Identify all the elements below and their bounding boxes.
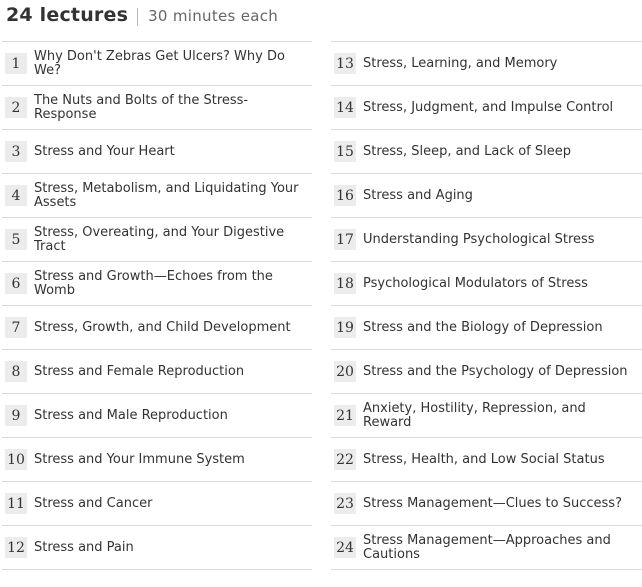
lecture-row[interactable] xyxy=(331,306,642,350)
lecture-title: Stress and Female Reproduction xyxy=(34,363,245,379)
lecture-row[interactable] xyxy=(2,174,312,218)
lecture-number: 23 xyxy=(334,493,356,514)
lecture-list xyxy=(0,41,642,581)
lecture-title: Stress Management—Approaches and Cautions xyxy=(363,532,611,562)
lecture-row[interactable] xyxy=(2,86,312,130)
lecture-number: 22 xyxy=(334,449,356,470)
lecture-title: Understanding Psychological Stress xyxy=(363,231,595,247)
lecture-row[interactable] xyxy=(2,262,312,306)
lecture-title: Stress and Growth—Echoes from the Womb xyxy=(34,268,273,298)
lecture-number: 15 xyxy=(334,141,356,162)
lecture-duration: 30 minutes each xyxy=(148,7,279,25)
lecture-row[interactable] xyxy=(2,394,312,438)
lecture-row[interactable] xyxy=(331,174,642,218)
lecture-number: 11 xyxy=(5,493,27,514)
lecture-number: 12 xyxy=(5,537,27,558)
lecture-title: Stress and the Biology of Depression xyxy=(363,319,603,335)
lecture-title: The Nuts and Bolts of the Stress-Response xyxy=(34,92,249,122)
lecture-row[interactable] xyxy=(2,438,312,482)
lecture-row[interactable] xyxy=(331,41,642,86)
lecture-title: Psychological Modulators of Stress xyxy=(363,275,588,291)
lecture-number: 24 xyxy=(334,537,356,558)
lecture-number: 8 xyxy=(5,361,27,382)
course-header xyxy=(6,4,278,30)
lecture-number: 13 xyxy=(334,53,356,74)
lecture-number: 4 xyxy=(5,185,27,206)
lecture-row[interactable] xyxy=(2,41,312,86)
lecture-row[interactable] xyxy=(331,130,642,174)
lecture-title: Stress, Sleep, and Lack of Sleep xyxy=(363,143,571,159)
lecture-row[interactable] xyxy=(2,218,312,262)
lecture-column-right xyxy=(331,41,642,570)
lecture-number: 17 xyxy=(334,229,356,250)
lecture-title: Why Don't Zebras Get Ulcers? Why Do We? xyxy=(34,48,285,78)
lecture-title: Stress and Your Immune System xyxy=(34,451,245,467)
lecture-row[interactable] xyxy=(331,86,642,130)
lecture-number: 3 xyxy=(5,141,27,162)
lecture-number: 5 xyxy=(5,229,27,250)
lecture-title: Anxiety, Hostility, Repression, and Reward xyxy=(363,400,586,430)
lecture-title: Stress and Pain xyxy=(34,539,134,555)
lecture-title: Stress and Aging xyxy=(363,187,473,203)
lecture-title: Stress and Your Heart xyxy=(34,143,175,159)
lecture-title: Stress, Metabolism, and Liquidating Your Assets xyxy=(34,180,299,210)
lecture-row[interactable] xyxy=(2,130,312,174)
lecture-number: 7 xyxy=(5,317,27,338)
lecture-title: Stress, Health, and Low Social Status xyxy=(363,451,605,467)
lecture-row[interactable] xyxy=(331,438,642,482)
lecture-title: Stress, Overeating, and Your Digestive Tract xyxy=(34,224,285,254)
lecture-number: 19 xyxy=(334,317,356,338)
lecture-row[interactable] xyxy=(331,350,642,394)
lecture-number: 6 xyxy=(5,273,27,294)
lecture-title: Stress, Growth, and Child Development xyxy=(34,319,291,335)
lecture-title: Stress and Cancer xyxy=(34,495,153,511)
lecture-row[interactable] xyxy=(2,526,312,570)
lecture-row[interactable] xyxy=(2,482,312,526)
lecture-title: Stress and Male Reproduction xyxy=(34,407,228,423)
lecture-title: Stress and the Psychology of Depression xyxy=(363,363,628,379)
lecture-number: 2 xyxy=(5,97,27,118)
lecture-row[interactable] xyxy=(331,262,642,306)
lecture-column-left xyxy=(2,41,312,570)
lecture-row[interactable] xyxy=(331,526,642,570)
lecture-row[interactable] xyxy=(331,218,642,262)
lecture-title: Stress Management—Clues to Success? xyxy=(363,495,622,511)
lecture-number: 1 xyxy=(5,53,27,74)
lecture-number: 21 xyxy=(334,405,356,426)
lecture-row[interactable] xyxy=(331,394,642,438)
lecture-number: 18 xyxy=(334,273,356,294)
lecture-number: 9 xyxy=(5,405,27,426)
lecture-number: 16 xyxy=(334,185,356,206)
header-divider xyxy=(137,8,138,26)
lecture-number: 14 xyxy=(334,97,356,118)
lecture-title: Stress, Judgment, and Impulse Control xyxy=(363,99,614,115)
lecture-number: 20 xyxy=(334,361,356,382)
lecture-count: 24 lectures xyxy=(6,4,129,26)
lecture-title: Stress, Learning, and Memory xyxy=(363,55,558,71)
lecture-row[interactable] xyxy=(331,482,642,526)
lecture-row[interactable] xyxy=(2,350,312,394)
lecture-number: 10 xyxy=(5,449,27,470)
lecture-row[interactable] xyxy=(2,306,312,350)
